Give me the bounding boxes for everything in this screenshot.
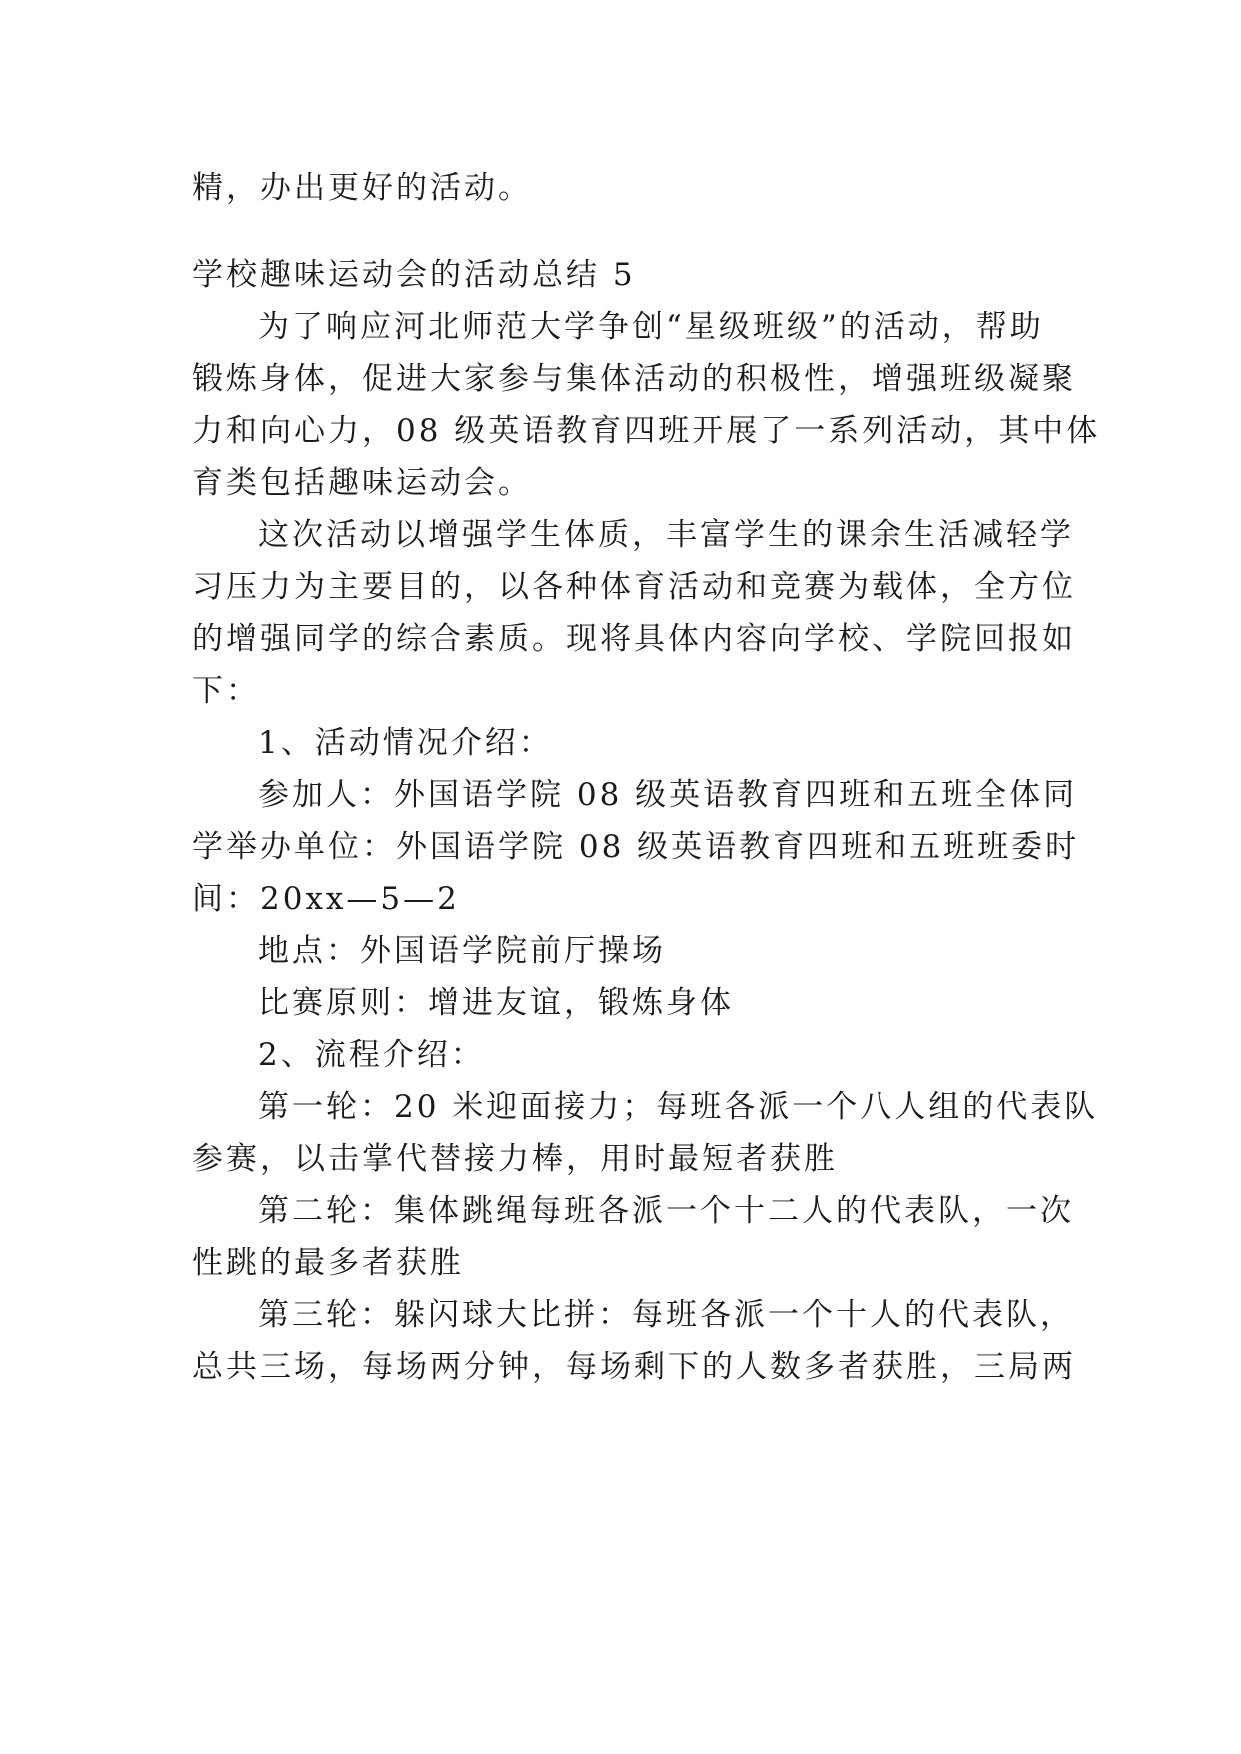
paragraph-line: 间：20xx—5—2: [192, 881, 460, 917]
paragraph-line: 比赛原则：增进友谊，锻炼身体: [258, 985, 734, 1021]
paragraph-line: 这次活动以增强学生体质，丰富学生的课余生活减轻学: [258, 517, 1074, 553]
paragraph-line: 第三轮：躲闪球大比拼：每班各派一个十人的代表队，: [258, 1297, 1074, 1333]
paragraph-line: 锻炼身体，促进大家参与集体活动的积极性，增强班级凝聚: [192, 361, 1076, 397]
paragraph-line: 参赛，以击掌代替接力棒，用时最短者获胜: [192, 1141, 838, 1177]
paragraph-line: 的增强同学的综合素质。现将具体内容向学校、学院回报如: [192, 621, 1076, 657]
paragraph-continuation: 精，办出更好的活动。: [192, 170, 532, 206]
paragraph-line: 力和向心力，08 级英语教育四班开展了一系列活动，其中体: [192, 413, 1101, 449]
paragraph-line: 为了响应河北师范大学争创“星级班级”的活动，帮助: [258, 309, 1044, 345]
paragraph-line: 下：: [192, 673, 260, 709]
section-heading: 学校趣味运动会的活动总结 5: [192, 257, 636, 293]
paragraph-line: 第二轮：集体跳绳每班各派一个十二人的代表队，一次: [258, 1193, 1074, 1229]
paragraph-line: 学举办单位：外国语学院 08 级英语教育四班和五班班委时: [192, 829, 1080, 865]
paragraph-line: 习压力为主要目的，以各种体育活动和竞赛为载体，全方位: [192, 569, 1076, 605]
list-heading: 1、活动情况介绍：: [258, 725, 553, 761]
paragraph-line: 参加人：外国语学院 08 级英语教育四班和五班全体同: [258, 777, 1078, 813]
paragraph-line: 地点：外国语学院前厅操场: [258, 933, 666, 969]
paragraph-line: 性跳的最多者获胜: [192, 1245, 464, 1281]
paragraph-line: 第一轮：20 米迎面接力；每班各派一个八人组的代表队: [258, 1089, 1099, 1125]
paragraph-line: 育类包括趣味运动会。: [192, 465, 532, 501]
list-heading: 2、流程介绍：: [258, 1037, 485, 1073]
paragraph-line: 总共三场，每场两分钟，每场剩下的人数多者获胜，三局两: [192, 1349, 1076, 1385]
